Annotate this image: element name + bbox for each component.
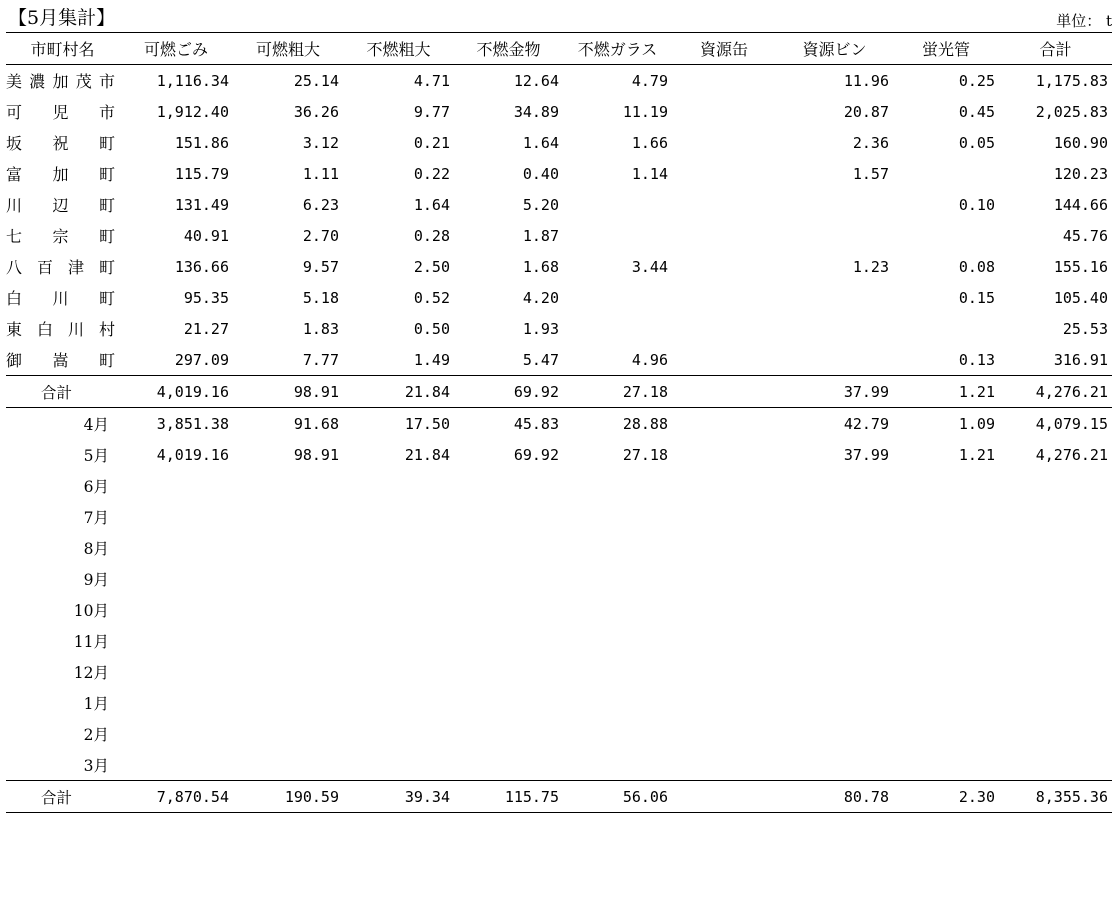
table-cell: 37.99 xyxy=(776,376,893,408)
table-cell xyxy=(233,594,343,625)
table-cell xyxy=(672,781,776,813)
table-cell xyxy=(776,344,893,376)
table-cell xyxy=(999,687,1112,718)
row-label: 白川町 xyxy=(6,289,115,308)
table-cell: 7,870.54 xyxy=(119,781,233,813)
column-header: 合計 xyxy=(999,33,1112,65)
column-header: 可燃粗大 xyxy=(233,33,343,65)
table-cell: 27.18 xyxy=(563,376,672,408)
table-cell xyxy=(454,594,563,625)
month-row xyxy=(6,532,1112,563)
table-cell: 42.79 xyxy=(843,414,889,433)
table-cell xyxy=(672,532,776,563)
table-cell xyxy=(233,718,343,749)
month-row xyxy=(6,501,1112,532)
table-cell xyxy=(893,687,999,718)
table-cell xyxy=(893,718,999,749)
table-cell: 0.21 xyxy=(413,133,450,152)
row-label: 美濃加茂市 xyxy=(6,72,115,91)
table-cell xyxy=(119,687,233,718)
table-cell: 2.30 xyxy=(893,781,999,813)
table-cell xyxy=(119,501,233,532)
column-header: 不燃粗大 xyxy=(343,33,454,65)
table-cell xyxy=(999,749,1112,781)
table-cell: 4,079.15 xyxy=(1035,414,1108,433)
table-cell: 95.35 xyxy=(183,288,229,307)
row-label: 富加町 xyxy=(6,165,115,184)
table-cell xyxy=(999,470,1112,501)
table-cell xyxy=(454,501,563,532)
table-cell: 39.34 xyxy=(343,781,454,813)
table-cell xyxy=(454,687,563,718)
table-cell: 2.36 xyxy=(852,133,889,152)
table-cell xyxy=(343,594,454,625)
table-cell: 1.11 xyxy=(302,164,339,183)
table-cell: 1.09 xyxy=(958,414,995,433)
table-cell xyxy=(119,749,233,781)
row-label: 7月 xyxy=(83,508,109,527)
table-cell: 155.16 xyxy=(1053,257,1108,276)
table-cell xyxy=(672,470,776,501)
table-cell: 144.66 xyxy=(1053,195,1108,214)
month-row xyxy=(6,563,1112,594)
table-cell xyxy=(776,749,893,781)
municipality-row xyxy=(6,65,1112,97)
table-cell xyxy=(672,594,776,625)
month-row xyxy=(6,470,1112,501)
table-cell xyxy=(563,625,672,656)
table-cell xyxy=(893,532,999,563)
table-cell: 45.83 xyxy=(513,414,559,433)
table-cell xyxy=(893,656,999,687)
table-cell: 9.77 xyxy=(413,102,450,121)
table-cell xyxy=(776,189,893,220)
table-cell xyxy=(672,439,776,470)
table-cell xyxy=(563,749,672,781)
table-cell xyxy=(672,376,776,408)
table-cell xyxy=(893,220,999,251)
table-cell: 20.87 xyxy=(843,102,889,121)
table-cell xyxy=(672,656,776,687)
table-cell xyxy=(776,313,893,344)
table-cell xyxy=(672,563,776,594)
table-cell: 21.84 xyxy=(404,445,450,464)
table-cell xyxy=(233,687,343,718)
table-cell: 4,276.21 xyxy=(999,376,1112,408)
table-cell xyxy=(999,718,1112,749)
table-cell xyxy=(893,158,999,189)
municipality-row xyxy=(6,344,1112,376)
table-cell xyxy=(672,344,776,376)
table-cell: 25.14 xyxy=(293,71,339,90)
table-cell xyxy=(563,594,672,625)
table-cell: 5.18 xyxy=(302,288,339,307)
table-cell: 45.76 xyxy=(1062,226,1108,245)
table-cell xyxy=(563,470,672,501)
table-cell: 0.50 xyxy=(413,319,450,338)
row-label: 可児市 xyxy=(6,103,115,122)
table-cell xyxy=(454,532,563,563)
table-cell: 316.91 xyxy=(1053,350,1108,369)
month-row xyxy=(6,439,1112,470)
row-label: 6月 xyxy=(83,477,109,496)
table-cell xyxy=(776,470,893,501)
table-cell: 69.92 xyxy=(454,376,563,408)
municipality-row xyxy=(6,251,1112,282)
table-cell: 3,851.38 xyxy=(156,414,229,433)
row-label: 8月 xyxy=(83,539,109,558)
municipality-row xyxy=(6,189,1112,220)
table-cell xyxy=(776,501,893,532)
column-header: 蛍光管 xyxy=(893,33,999,65)
table-cell: 91.68 xyxy=(293,414,339,433)
table-cell: 3.12 xyxy=(302,133,339,152)
table-cell: 7.77 xyxy=(302,350,339,369)
table-cell xyxy=(672,220,776,251)
table-cell: 21.84 xyxy=(343,376,454,408)
table-cell xyxy=(672,251,776,282)
table-cell xyxy=(672,96,776,127)
table-cell: 1.49 xyxy=(413,350,450,369)
table-cell: 0.25 xyxy=(958,71,995,90)
table-cell: 8,355.36 xyxy=(999,781,1112,813)
row-label: 4月 xyxy=(83,415,109,434)
table-cell: 4.96 xyxy=(631,350,668,369)
table-cell xyxy=(343,718,454,749)
row-label: 合計 xyxy=(6,781,119,813)
table-cell: 4.71 xyxy=(413,71,450,90)
table-cell xyxy=(454,656,563,687)
municipality-row xyxy=(6,220,1112,251)
table-cell xyxy=(454,749,563,781)
month-row xyxy=(6,687,1112,718)
table-cell xyxy=(119,718,233,749)
municipality-row xyxy=(6,96,1112,127)
table-cell: 27.18 xyxy=(622,445,668,464)
table-cell: 5.47 xyxy=(522,350,559,369)
row-label: 東白川村 xyxy=(6,320,115,339)
table-cell xyxy=(343,625,454,656)
row-label: 八百津町 xyxy=(6,258,115,277)
row-label: 合計 xyxy=(6,376,119,408)
table-cell: 5.20 xyxy=(522,195,559,214)
table-cell: 0.40 xyxy=(522,164,559,183)
table-cell xyxy=(119,594,233,625)
table-cell xyxy=(672,158,776,189)
table-cell: 98.91 xyxy=(233,376,343,408)
page-title: 【5月集計】 xyxy=(8,7,116,29)
table-cell: 0.22 xyxy=(413,164,450,183)
table-cell xyxy=(119,470,233,501)
table-cell: 56.06 xyxy=(563,781,672,813)
table-cell: 1.23 xyxy=(852,257,889,276)
table-cell: 1.21 xyxy=(958,445,995,464)
row-label: 12月 xyxy=(73,663,109,682)
row-label: 1月 xyxy=(83,694,109,713)
table-cell xyxy=(343,656,454,687)
row-label: 9月 xyxy=(83,570,109,589)
table-cell xyxy=(672,65,776,97)
table-cell xyxy=(672,189,776,220)
row-label: 10月 xyxy=(73,601,109,620)
row-label: 七宗町 xyxy=(6,227,115,246)
month-row xyxy=(6,718,1112,749)
table-cell xyxy=(999,532,1112,563)
table-cell xyxy=(776,625,893,656)
table-cell xyxy=(672,313,776,344)
table-cell xyxy=(776,532,893,563)
table-cell: 0.10 xyxy=(958,195,995,214)
annual-total-row xyxy=(6,781,1112,813)
table-cell: 1.66 xyxy=(631,133,668,152)
table-cell xyxy=(999,594,1112,625)
table-cell xyxy=(893,501,999,532)
table-cell xyxy=(672,749,776,781)
table-cell: 190.59 xyxy=(233,781,343,813)
table-cell xyxy=(343,470,454,501)
table-cell xyxy=(563,220,672,251)
table-cell xyxy=(119,625,233,656)
column-header: 可燃ごみ xyxy=(119,33,233,65)
table-cell: 115.75 xyxy=(454,781,563,813)
table-cell xyxy=(119,656,233,687)
waste-summary-table xyxy=(6,32,1112,813)
table-cell xyxy=(672,127,776,158)
table-cell xyxy=(776,687,893,718)
table-cell: 131.49 xyxy=(174,195,229,214)
table-cell: 1,116.34 xyxy=(156,71,229,90)
table-cell: 2,025.83 xyxy=(1035,102,1108,121)
table-cell: 36.26 xyxy=(293,102,339,121)
table-cell xyxy=(233,656,343,687)
table-cell xyxy=(454,563,563,594)
unit-label: 単位： t xyxy=(1056,12,1112,30)
table-cell xyxy=(233,501,343,532)
row-label: 川辺町 xyxy=(6,196,115,215)
table-cell xyxy=(672,625,776,656)
table-cell xyxy=(672,687,776,718)
table-cell xyxy=(563,189,672,220)
table-cell: 0.05 xyxy=(958,133,995,152)
table-cell xyxy=(343,532,454,563)
table-cell xyxy=(999,563,1112,594)
municipal-total-row xyxy=(6,376,1112,408)
table-cell: 1.68 xyxy=(522,257,559,276)
table-cell: 4,019.16 xyxy=(156,445,229,464)
table-cell xyxy=(563,282,672,313)
municipality-row xyxy=(6,127,1112,158)
table-cell: 1.87 xyxy=(522,226,559,245)
table-cell: 4.79 xyxy=(631,71,668,90)
table-cell xyxy=(999,501,1112,532)
table-cell xyxy=(563,687,672,718)
municipality-row xyxy=(6,313,1112,344)
table-cell: 3.44 xyxy=(631,257,668,276)
row-label: 坂祝町 xyxy=(6,134,115,153)
table-cell: 136.66 xyxy=(174,257,229,276)
table-cell: 37.99 xyxy=(843,445,889,464)
table-cell xyxy=(776,718,893,749)
table-cell xyxy=(563,313,672,344)
table-cell: 0.45 xyxy=(958,102,995,121)
table-cell: 0.15 xyxy=(958,288,995,307)
table-cell: 0.08 xyxy=(958,257,995,276)
table-cell: 17.50 xyxy=(404,414,450,433)
table-cell xyxy=(893,749,999,781)
table-cell: 1.64 xyxy=(413,195,450,214)
column-header: 資源ビン xyxy=(776,33,893,65)
table-cell: 1.83 xyxy=(302,319,339,338)
table-cell xyxy=(776,656,893,687)
month-row xyxy=(6,408,1112,440)
table-cell: 120.23 xyxy=(1053,164,1108,183)
table-cell xyxy=(343,749,454,781)
table-cell: 69.92 xyxy=(513,445,559,464)
table-cell xyxy=(233,749,343,781)
row-label: 5月 xyxy=(83,446,109,465)
table-cell xyxy=(563,718,672,749)
table-cell xyxy=(454,625,563,656)
table-cell: 34.89 xyxy=(513,102,559,121)
column-header: 不燃金物 xyxy=(454,33,563,65)
month-row xyxy=(6,594,1112,625)
row-label: 11月 xyxy=(73,632,109,651)
table-cell xyxy=(563,563,672,594)
month-row xyxy=(6,625,1112,656)
table-cell: 6.23 xyxy=(302,195,339,214)
table-cell: 297.09 xyxy=(174,350,229,369)
table-cell xyxy=(343,563,454,594)
table-cell xyxy=(343,687,454,718)
table-body xyxy=(6,65,1112,813)
table-cell xyxy=(893,625,999,656)
table-cell: 160.90 xyxy=(1053,133,1108,152)
table-cell xyxy=(776,594,893,625)
row-label: 2月 xyxy=(83,725,109,744)
table-cell: 21.27 xyxy=(183,319,229,338)
table-cell xyxy=(454,470,563,501)
table-cell: 0.13 xyxy=(958,350,995,369)
table-cell: 105.40 xyxy=(1053,288,1108,307)
table-cell xyxy=(672,408,776,440)
table-cell xyxy=(233,563,343,594)
table-cell xyxy=(776,220,893,251)
table-cell: 28.88 xyxy=(622,414,668,433)
table-cell xyxy=(343,501,454,532)
table-cell xyxy=(672,282,776,313)
municipality-row xyxy=(6,158,1112,189)
column-header: 市町村名 xyxy=(6,33,119,65)
table-cell: 98.91 xyxy=(293,445,339,464)
table-cell: 1.21 xyxy=(893,376,999,408)
table-cell xyxy=(119,563,233,594)
table-cell xyxy=(893,470,999,501)
table-cell xyxy=(563,501,672,532)
table-cell xyxy=(776,563,893,594)
row-label: 御嵩町 xyxy=(6,351,115,370)
table-cell: 115.79 xyxy=(174,164,229,183)
header-row xyxy=(6,33,1112,65)
table-cell xyxy=(454,718,563,749)
table-cell: 4,276.21 xyxy=(1035,445,1108,464)
table-cell xyxy=(233,625,343,656)
table-cell xyxy=(776,282,893,313)
table-cell xyxy=(119,532,233,563)
table-cell: 2.50 xyxy=(413,257,450,276)
table-cell: 1,175.83 xyxy=(1035,71,1108,90)
table-cell: 11.19 xyxy=(622,102,668,121)
table-cell xyxy=(999,625,1112,656)
column-header: 不燃ガラス xyxy=(563,33,672,65)
table-cell: 1,912.40 xyxy=(156,102,229,121)
municipality-row xyxy=(6,282,1112,313)
table-cell: 12.64 xyxy=(513,71,559,90)
table-cell: 9.57 xyxy=(302,257,339,276)
table-cell: 1.93 xyxy=(522,319,559,338)
month-row xyxy=(6,749,1112,781)
table-cell xyxy=(672,501,776,532)
table-cell: 0.52 xyxy=(413,288,450,307)
table-cell xyxy=(563,656,672,687)
table-cell: 4,019.16 xyxy=(119,376,233,408)
table-cell xyxy=(233,532,343,563)
table-cell xyxy=(233,470,343,501)
table-cell: 4.20 xyxy=(522,288,559,307)
table-cell xyxy=(563,532,672,563)
column-header: 資源缶 xyxy=(672,33,776,65)
month-row xyxy=(6,656,1112,687)
table-cell: 0.28 xyxy=(413,226,450,245)
table-cell xyxy=(893,594,999,625)
table-cell: 80.78 xyxy=(776,781,893,813)
table-cell: 151.86 xyxy=(174,133,229,152)
table-cell: 1.57 xyxy=(852,164,889,183)
table-cell xyxy=(893,313,999,344)
table-cell: 40.91 xyxy=(183,226,229,245)
table-cell xyxy=(893,563,999,594)
row-label: 3月 xyxy=(83,756,109,775)
table-cell xyxy=(999,656,1112,687)
table-cell xyxy=(672,718,776,749)
table-cell: 1.14 xyxy=(631,164,668,183)
table-cell: 2.70 xyxy=(302,226,339,245)
table-cell: 1.64 xyxy=(522,133,559,152)
table-cell: 25.53 xyxy=(1062,319,1108,338)
table-cell: 11.96 xyxy=(843,71,889,90)
